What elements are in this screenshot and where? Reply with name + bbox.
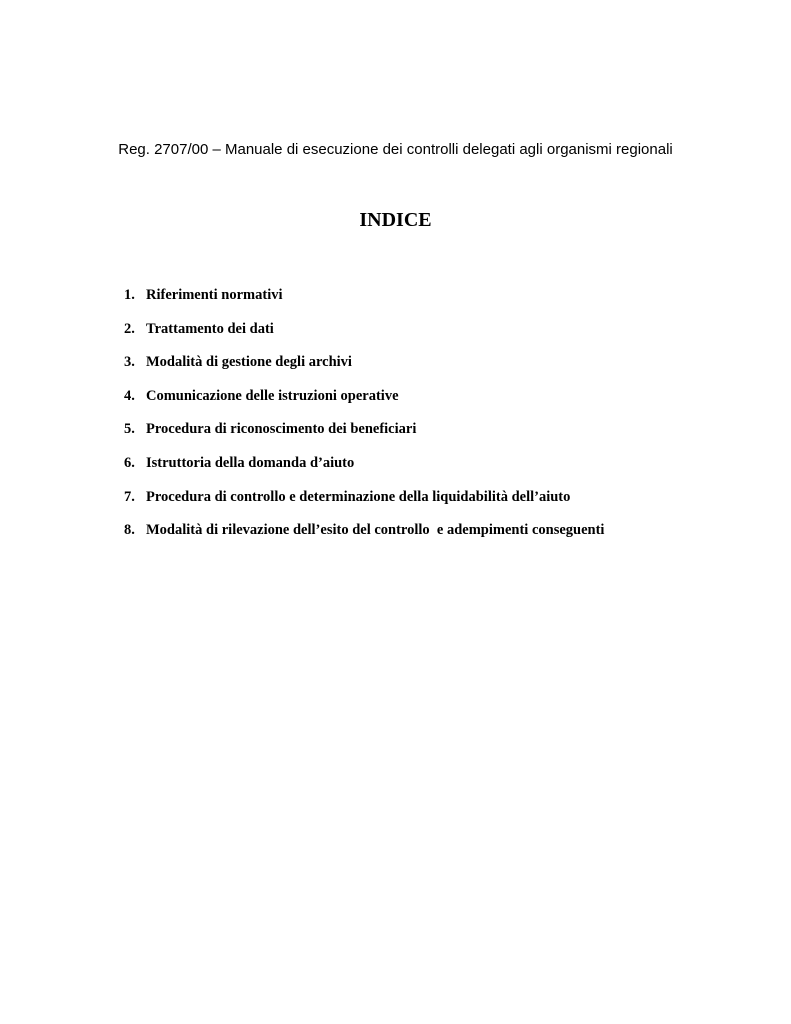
toc-item-number: 5. [124,421,135,438]
toc-item [0,453,791,487]
toc-item-number: 4. [124,387,135,404]
toc-item-number: 6. [124,454,135,471]
table-of-contents [0,285,791,554]
toc-item-label: Riferimenti normativi [146,287,283,303]
toc-item [0,386,791,420]
toc-item-label: Modalità di rilevazione dell’esito del controllo e adempimenti conseguenti [146,522,605,539]
toc-item [0,352,791,386]
toc-item-number: 1. [124,287,135,303]
toc-item [0,520,791,554]
document-header: Reg. 2707/00 – Manuale di esecuzione dei controlli delegati agli organismi regionali [118,141,673,158]
toc-item-number: 2. [124,320,135,337]
toc-item-number: 8. [124,522,135,539]
toc-item-label: Istruttoria della domanda d’aiuto [146,454,355,471]
toc-item [0,285,791,319]
toc-item [0,419,791,453]
toc-item-label: Procedura di controllo e determinazione della liquidabilità dell’aiuto [146,488,571,505]
toc-item-number: 3. [124,354,135,371]
toc-item [0,319,791,353]
toc-item-number: 7. [124,488,135,505]
toc-item-label: Procedura di riconoscimento dei beneficiari [146,421,417,438]
toc-item-label: Modalità di gestione degli archivi [146,354,352,371]
page-title: INDICE [359,209,432,231]
toc-item [0,487,791,521]
toc-item-label: Trattamento dei dati [146,320,274,337]
toc-item-label: Comunicazione delle istruzioni operative [146,387,399,404]
